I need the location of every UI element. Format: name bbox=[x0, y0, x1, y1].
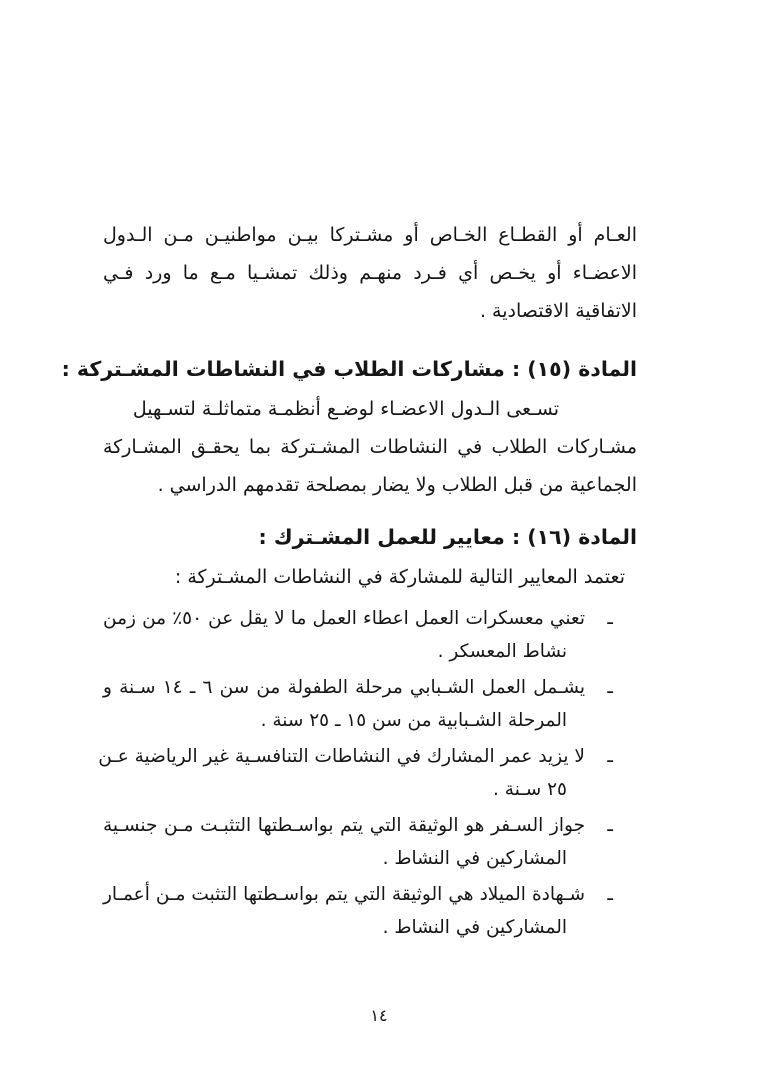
article-15-body bbox=[103, 390, 637, 504]
dash-bullet-icon: ـ bbox=[607, 676, 613, 698]
paragraph-line: الاتفاقية الاقتصادية . bbox=[479, 300, 637, 322]
dash-bullet-icon: ـ bbox=[607, 814, 613, 836]
criterion-item bbox=[103, 602, 613, 668]
criterion-line: المشاركين في النشاط . bbox=[382, 848, 567, 869]
dash-bullet-icon: ـ bbox=[607, 607, 613, 629]
criteria-intro: تعتمد المعايير التالية للمشاركة في النشاطات المشـتركة : bbox=[174, 566, 625, 588]
article-15-heading: المادة (١٥) : مشاركات الطلاب في النشاطات المشـتركة : bbox=[61, 357, 637, 381]
continuation-paragraph bbox=[103, 216, 637, 330]
page-number: ١٤ bbox=[370, 1006, 388, 1025]
criterion-line: لا يزيد عمر المشارك في النشاطات التنافسـية غير الرياضية عـن bbox=[98, 746, 585, 767]
paragraph-line: الاعضـاء أو يخـص أي فـرد منهـم وذلك تمشـيا مـع ما ورد فـي bbox=[103, 262, 637, 284]
dash-bullet-icon: ـ bbox=[607, 745, 613, 767]
criterion-line: جواز السـفر هو الوثيقة التي يتم بواسـطتها التثبـت مـن جنسـية bbox=[103, 815, 585, 836]
article-16-heading: المادة (١٦) : معايير للعمل المشـترك : bbox=[258, 525, 637, 549]
criterion-text bbox=[103, 602, 585, 668]
criterion-text bbox=[103, 671, 585, 737]
criterion-line: شـهادة الميلاد هي الوثيقة التي يتم بواسـطتها التثبت مـن أعمـار bbox=[103, 884, 585, 905]
criterion-text bbox=[103, 878, 585, 944]
criteria-list bbox=[98, 602, 637, 944]
criterion-text bbox=[103, 809, 585, 875]
paragraph-line: الجماعية من قبل الطلاب ولا يضار بمصلحة تقدمهم الدراسي . bbox=[157, 474, 637, 496]
criterion-item bbox=[103, 809, 613, 875]
paragraph-line: تسـعى الـدول الاعضـاء لوضـع أنظمـة متماثلـة لتسـهيل bbox=[132, 398, 559, 420]
criterion-line: يشـمل العمل الشـبابي مرحلة الطفولة من سن ٦ ـ ١٤ سـنة و bbox=[103, 677, 585, 698]
text-column bbox=[61, 216, 637, 947]
criterion-item bbox=[103, 671, 613, 737]
criterion-item bbox=[98, 740, 613, 806]
criterion-item bbox=[103, 878, 613, 944]
dash-bullet-icon: ـ bbox=[607, 883, 613, 905]
criterion-text bbox=[98, 740, 585, 806]
criterion-line: المشاركين في النشاط . bbox=[382, 917, 567, 938]
criterion-line: تعني معسكرات العمل اعطاء العمل ما لا يقل عن ٥٠٪ من زمن bbox=[103, 608, 585, 629]
criterion-line: نشاط المعسكر . bbox=[437, 641, 567, 662]
criterion-line: المرحلة الشـبابية من سن ١٥ ـ ٢٥ سنة . bbox=[260, 710, 567, 731]
criterion-line: ٢٥ سـنة . bbox=[493, 779, 567, 800]
paragraph-line: العـام أو القطـاع الخـاص أو مشـتركا بيـن مواطنيـن مـن الـدول bbox=[103, 224, 637, 246]
paragraph-line: مشـاركات الطلاب في النشاطات المشـتركة بما يحقـق المشـاركة bbox=[103, 436, 637, 458]
